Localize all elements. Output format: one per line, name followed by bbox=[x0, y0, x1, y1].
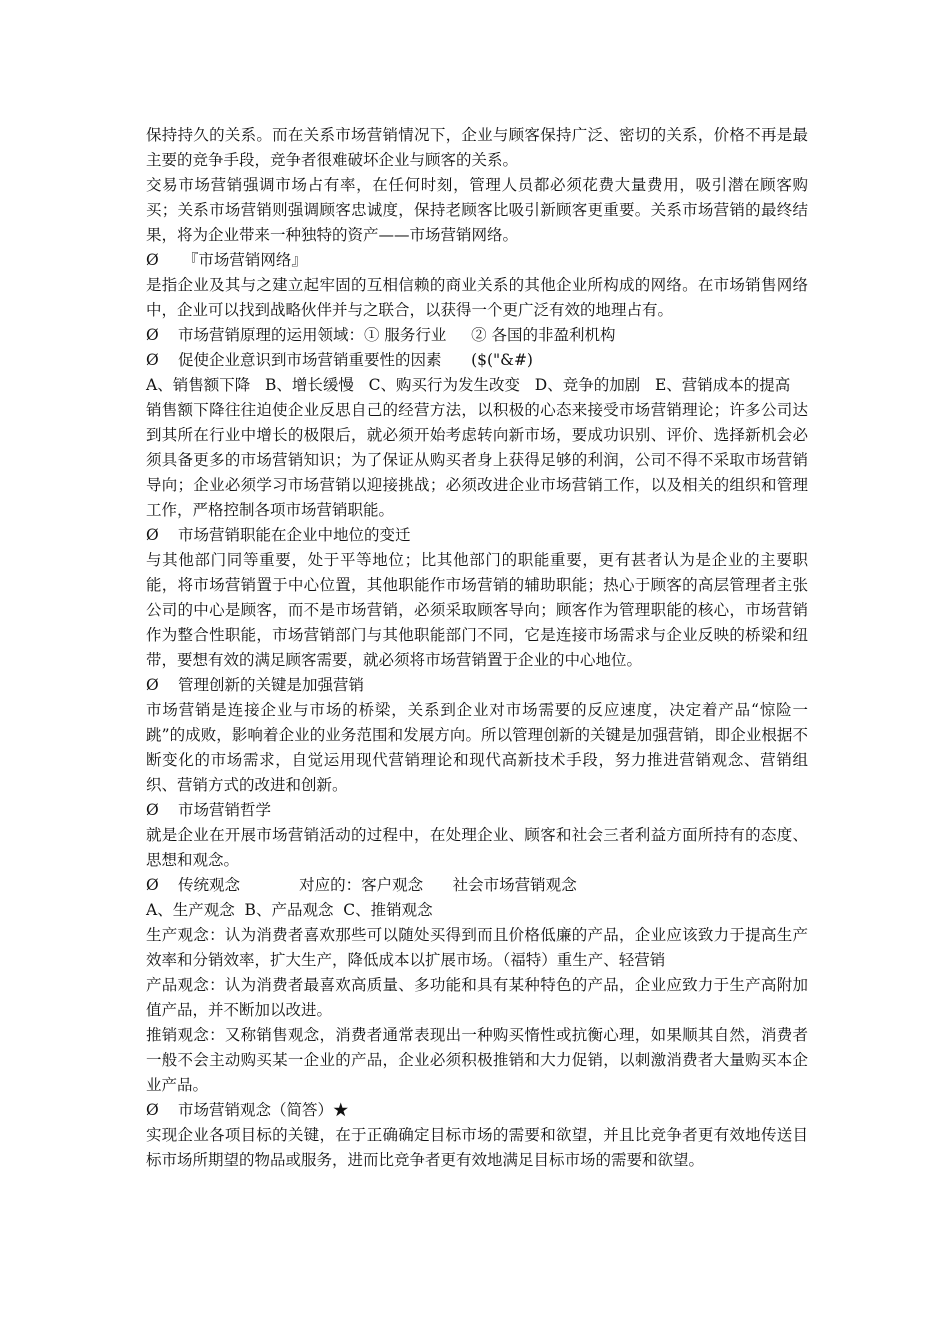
heading-text: 管理创新的关键是加强营销 bbox=[178, 676, 365, 694]
section-heading bbox=[146, 348, 808, 373]
heading-text: 『市场营销网络』 bbox=[178, 251, 307, 269]
bullet-marker: Ø bbox=[146, 251, 159, 269]
section-heading bbox=[146, 873, 808, 898]
bullet-marker: Ø bbox=[146, 801, 159, 819]
bullet-marker: Ø bbox=[146, 526, 159, 544]
section-heading bbox=[146, 1098, 808, 1123]
bullet-marker: Ø bbox=[146, 676, 159, 694]
heading-text: 促使企业意识到市场营销重要性的因素 ($("&#) bbox=[178, 351, 533, 369]
section-heading bbox=[146, 673, 808, 698]
paragraph: 市场营销是连接企业与市场的桥梁，关系到企业对市场需要的反应速度，决定着产品“惊险一跳”的成败，影响着企业的业务范围和发展方向。所以管理创新的关键是加强营销，即企业根据不断变化的市场需求，自觉运用现代营销理论和现代高新技术手段，努力推进营销观念、营销组织、营销方式的改进和创新。 bbox=[146, 701, 808, 794]
paragraph: 保持持久的关系。而在关系市场营销情况下，企业与顾客保持广泛、密切的关系，价格不再是最主要的竞争手段，竞争者很难破坏企业与顾客的关系。 bbox=[146, 126, 808, 169]
section-heading bbox=[146, 798, 808, 823]
options-line: A、销售额下降 B、增长缓慢 C、购买行为发生改变 D、竞争的加剧 E、营销成本的提高 bbox=[146, 376, 791, 394]
heading-text: 市场营销职能在企业中地位的变迁 bbox=[178, 526, 411, 544]
paragraph: 销售额下降往往迫使企业反思自己的经营方法，以积极的心态来接受市场营销理论；许多公司达到其所在行业中增长的极限后，就必须开始考虑转向新市场，要成功识别、评价、选择新机会必须具备更多的市场营销知识；为了保证从购买者身上获得足够的利润，公司不得不采取市场营销导向；企业必须学习市场营销以迎接挑战；必须改进企业市场营销工作，以及相关的组织和管理工作，严格控制各项市场营销职能。 bbox=[146, 401, 808, 519]
paragraph: 交易市场营销强调市场占有率，在任何时刻，管理人员都必须花费大量费用，吸引潜在顾客购买；关系市场营销则强调顾客忠诚度，保持老顾客比吸引新顾客更重要。关系市场营销的最终结果，将为企业带来一种独特的资产——市场营销网络。 bbox=[146, 176, 808, 244]
bullet-marker: Ø bbox=[146, 351, 159, 369]
paragraph: 产品观念：认为消费者最喜欢高质量、多功能和具有某种特色的产品，企业应致力于生产高附加值产品，并不断加以改进。 bbox=[146, 976, 808, 1019]
section-heading bbox=[146, 323, 808, 348]
bullet-marker: Ø bbox=[146, 876, 159, 894]
paragraph: 实现企业各项目标的关键，在于正确确定目标市场的需要和欲望，并且比竞争者更有效地传送目标市场所期望的物品或服务，进而比竞争者更有效地满足目标市场的需要和欲望。 bbox=[146, 1126, 808, 1169]
heading-text: 市场营销哲学 bbox=[178, 801, 272, 819]
paragraph: 就是企业在开展市场营销活动的过程中，在处理企业、顾客和社会三者利益方面所持有的态度、思想和观念。 bbox=[146, 826, 808, 869]
heading-text: 传统观念 对应的：客户观念 社会市场营销观念 bbox=[178, 876, 577, 894]
heading-text: 市场营销观念（简答）★ bbox=[178, 1101, 349, 1119]
paragraph: 推销观念：又称销售观念，消费者通常表现出一种购买惰性或抗衡心理，如果顺其自然，消费者一般不会主动购买某一企业的产品，企业必须积极推销和大力促销，以刺激消费者大量购买本企业产品。 bbox=[146, 1026, 808, 1094]
section-heading bbox=[146, 523, 808, 548]
paragraph: 是指企业及其与之建立起牢固的互相信赖的商业关系的其他企业所构成的网络。在市场销售网络中，企业可以找到战略伙伴并与之联合，以获得一个更广泛有效的地理占有。 bbox=[146, 276, 808, 319]
section-heading bbox=[146, 248, 808, 273]
paragraph: 与其他部门同等重要，处于平等地位；比其他部门的职能重要，更有甚者认为是企业的主要职能，将市场营销置于中心位置，其他职能作市场营销的辅助职能；热心于顾客的高层管理者主张公司的中心是顾客，而不是市场营销，必须采取顾客导向；顾客作为管理职能的核心，市场营销作为整合性职能，市场营销部门与其他职能部门不同，它是连接市场需求与企业反映的桥梁和纽带，要想有效的满足顾客需要，就必须将市场营销置于企业的中心地位。 bbox=[146, 551, 808, 669]
paragraph: 生产观念：认为消费者喜欢那些可以随处买得到而且价格低廉的产品，企业应该致力于提高生产效率和分销效率，扩大生产，降低成本以扩展市场。（福特）重生产、轻营销 bbox=[146, 926, 808, 969]
heading-text: 市场营销原理的运用领域：① 服务行业 ② 各国的非盈利机构 bbox=[178, 326, 616, 344]
options-line: A、生产观念 B、产品观念 C、推销观念 bbox=[146, 901, 433, 919]
document-body bbox=[146, 123, 808, 1173]
bullet-marker: Ø bbox=[146, 326, 159, 344]
bullet-marker: Ø bbox=[146, 1101, 159, 1119]
